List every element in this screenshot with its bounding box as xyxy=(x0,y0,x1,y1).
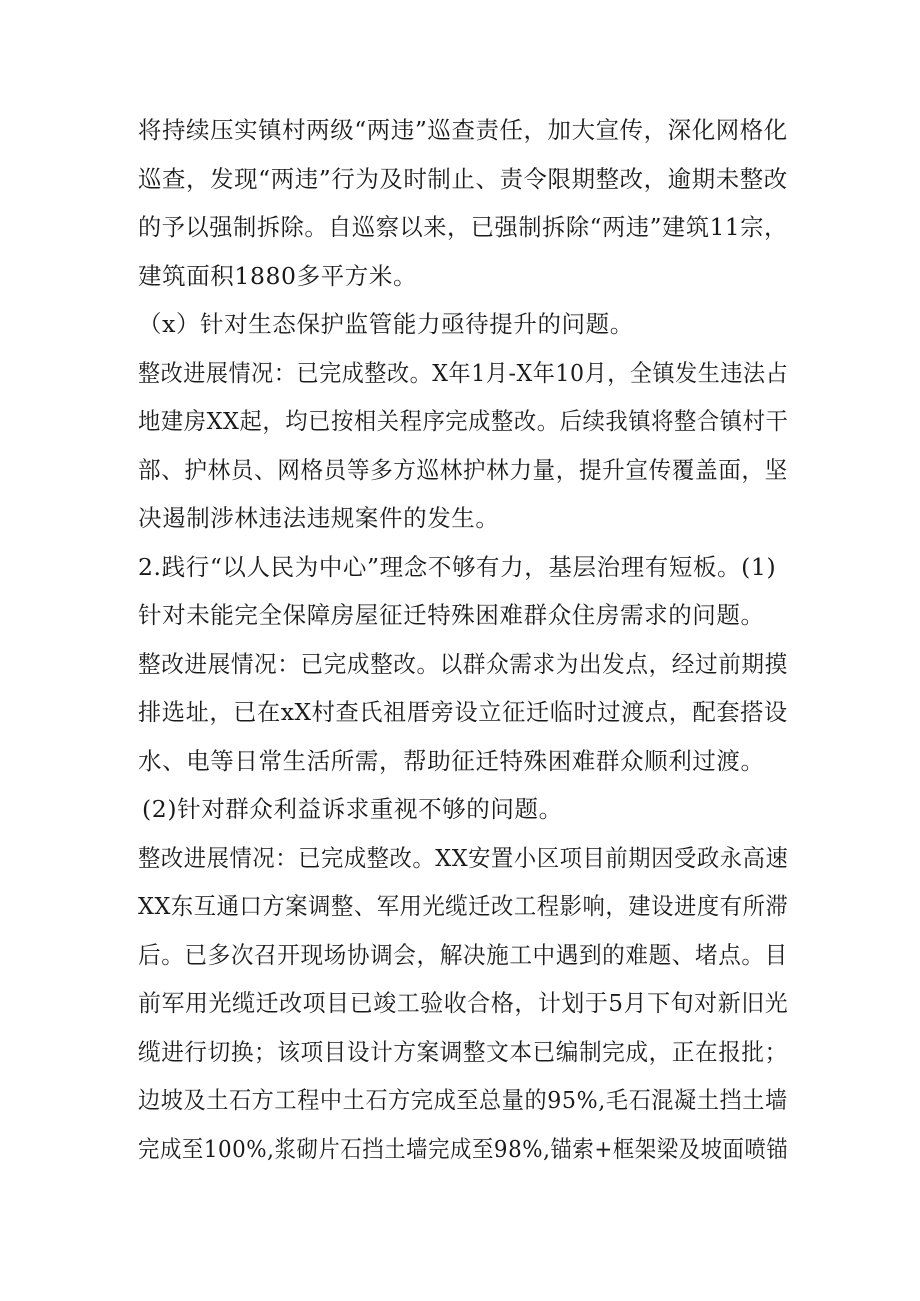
text-line-18: 后。已多次召开现场协调会，解决施工中遇到的难题、堵点。目 xyxy=(138,940,788,969)
document-body xyxy=(138,106,788,1173)
section-heading-2: 2.践行“以人民为中心”理念不够有力，基层治理有短板。(1) xyxy=(138,552,777,581)
text-line-21: 边坡及土石方工程中土石方完成至总量的95%,毛石混凝土挡土墙 xyxy=(138,1086,788,1114)
text-line-9: 决遏制涉林违法违规案件的发生。 xyxy=(138,504,500,532)
text-line-22: 完成至100%,浆砌片石挡土墙完成至98%,锚索+框架梁及坡面喷锚 xyxy=(138,1134,789,1163)
text-line-2: 巡查，发现“两违”行为及时制止、责令限期整改，逾期未整改 xyxy=(138,164,788,193)
text-line-7: 地建房XX起，均已按相关程序完成整改。后续我镇将整合镇村干 xyxy=(138,407,789,435)
text-line-12: 整改进展情况：已完成整改。以群众需求为出发点，经过前期摸 xyxy=(138,649,788,678)
text-line-19: 前军用光缆迁改项目已竣工验收合格，计划于5月下旬对新旧光 xyxy=(138,989,789,1017)
text-line-8: 部、护林员、网格员等多方巡林护林力量，提升宣传覆盖面，坚 xyxy=(138,455,788,484)
text-line-16: 整改进展情况：已完成整改。XX安置小区项目前期因受政永高速 xyxy=(138,843,789,872)
text-line-14: 水、电等日常生活所需，帮助征迁特殊困难群众顺利过渡。 xyxy=(138,746,765,775)
text-line-4: 建筑面积1880多平方米。 xyxy=(138,261,418,290)
text-line-3: 的予以强制拆除。自巡察以来，已强制拆除“两违”建筑11宗， xyxy=(138,213,788,241)
section-heading-x: （x）针对生态保护监管能力亟待提升的问题。 xyxy=(138,310,634,338)
text-line-11: 针对未能完全保障房屋征迁特殊困难群众住房需求的问题。 xyxy=(138,601,765,629)
text-line-13: 排选址，已在xX村查氏祖厝旁设立征迁临时过渡点，配套搭设 xyxy=(138,698,788,726)
section-heading-2-2: (2)针对群众利益诉求重视不够的问题。 xyxy=(142,795,563,823)
text-line-17: XX东互通口方案调整、军用光缆迁改工程影响，建设进度有所滞 xyxy=(138,892,789,920)
text-line-20: 缆进行切换；该项目设计方案调整文本已编制完成，正在报批； xyxy=(138,1037,788,1066)
text-line-1: 将持续压实镇村两级“两违”巡查责任，加大宣传，深化网格化 xyxy=(138,116,788,144)
text-line-6: 整改进展情况：已完成整改。X年1月-X年10月，全镇发生违法占 xyxy=(138,358,789,387)
